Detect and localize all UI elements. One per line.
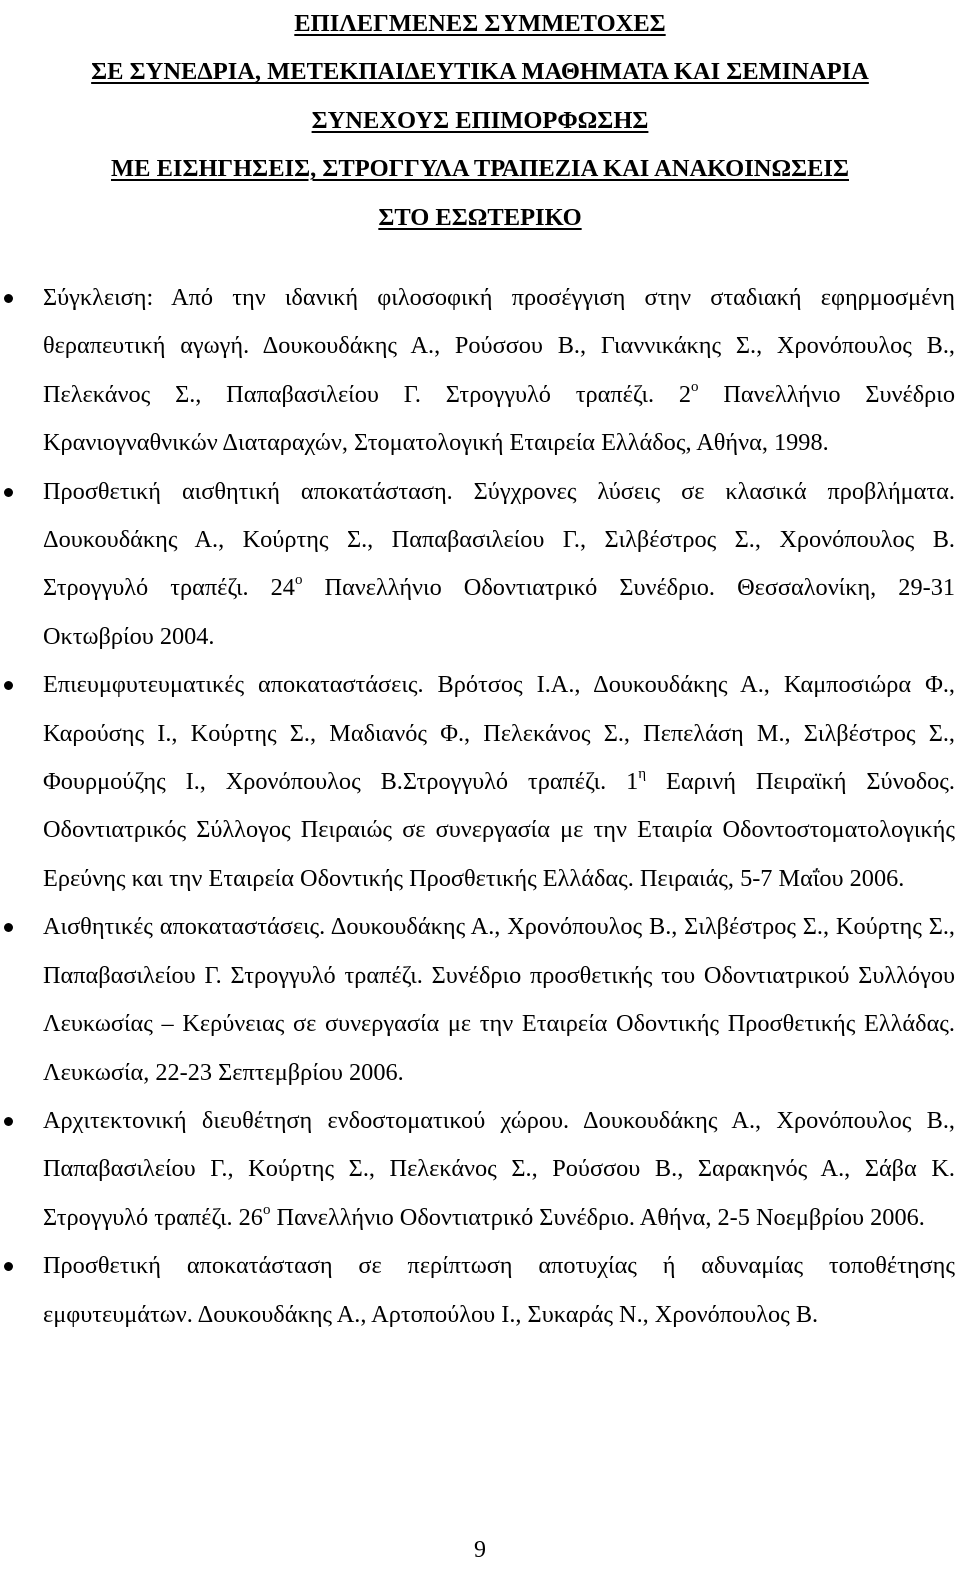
- bullet-icon: [4, 1262, 13, 1271]
- heading-line-4: ΜΕ ΕΙΣΗΓΗΣΕΙΣ, ΣΤΡΟΓΓΥΛΑ ΤΡΑΠΕΖΙΑ ΚΑΙ ΑΝΑΚΟΙΝΩΣΕΙΣ: [110, 155, 849, 183]
- bullet-icon: [4, 923, 13, 932]
- heading-line-1: ΕΠΙΛΕΓΜΕΝΕΣ ΣΥΜΜΕΤΟΧΕΣ: [294, 10, 666, 37]
- list-item: [0, 274, 960, 468]
- page-number: 9: [474, 1537, 486, 1563]
- section-heading: [0, 0, 960, 242]
- entry-text-continued: Πανελλήνιο Οδοντιατρικό Συνέδριο. Θεσσαλονίκη, 29-31 Οκτωβρίου 2004.: [43, 574, 955, 650]
- entry-text-continued: Πανελλήνιο Συνέδριο Κρανιογναθνικών Διαταραχών, Στοματολογική Εταιρεία Ελλάδος, Αθήνα, 1998.: [43, 380, 955, 457]
- entry-text-continued: Πανελλήνιο Οδοντιατρικό Συνέδριο. Αθήνα, 2-5 Νοεμβρίου 2006.: [270, 1203, 925, 1231]
- entry-text: Αρχιτεκτονική διευθέτηση ενδοστοματικού χώρου. Δουκουδάκης Α., Χρονόπουλος Β., Παπαβασιλείου Γ., Κούρτης Σ., Πελεκάνος Σ., Ρούσσου Β., Σαρακηνός Α., Σάβα Κ. Στρογγυλό τραπέζι. 26: [43, 1106, 955, 1231]
- heading-line-2: ΣΕ ΣΥΝΕΔΡΙΑ, ΜΕΤΕΚΠΑΙΔΕΥΤΙΚΑ ΜΑΘΗΜΑΤΑ ΚΑΙ ΣΕΜΙΝΑΡΙΑ: [91, 58, 869, 86]
- entry-superscript: ο: [294, 572, 303, 589]
- list-item: [0, 468, 960, 662]
- bullet-icon: [4, 488, 13, 497]
- list-item: [0, 661, 960, 903]
- heading-line-5: ΣΤΟ ΕΣΩΤΕΡΙΚΟ: [378, 203, 582, 231]
- bullet-icon: [4, 1117, 13, 1126]
- heading-line-3: ΣΥΝΕΧΟΥΣ ΕΠΙΜΟΡΦΩΣΗΣ: [311, 106, 649, 134]
- bullet-icon: [4, 294, 13, 303]
- entry-text: Σύγκλειση: Από την ιδανική φιλοσοφική προσέγγιση στην σταδιακή εφηρμοσμένη θεραπευτική αγωγή. Δουκουδάκης Α., Ρούσσου Β., Γιαννικάκης Σ., Χρονόπουλος Β., Πελεκάνος Σ., Παπαβασιλείου Γ. Στρογγυλό τραπέζι. 2: [43, 284, 955, 408]
- entry-text: Επιευμφυτευματικές αποκαταστάσεις. Βρότσος Ι.Α., Δουκουδάκης Α., Καμποσιώρα Φ., Καρούσης Ι., Κούρτης Σ., Μαδιανός Φ., Πελεκάνος Σ., Πεπελάση Μ., Σιλβέστρος Σ., Φουρμούζης Ι., Χρονόπουλος Β.Στρογγυλό τραπέζι. 1: [43, 671, 955, 796]
- entry-superscript: ο: [691, 378, 699, 395]
- entries-list: [0, 274, 960, 1339]
- entry-text-continued: Εαρινή Πειραϊκή Σύνοδος. Οδοντιατρικός Σύλλογος Πειραιώς σε συνεργασία με την Εταιρία Οδοντοστοματολογικής Ερεύνης και την Εταιρεία Οδοντικής Προσθετικής Ελλάδας. Πειραιάς, 5-7 Μαΐου 2006.: [43, 768, 955, 892]
- list-item: [0, 1242, 960, 1339]
- list-item: [0, 903, 960, 1097]
- entry-superscript: ο: [262, 1201, 271, 1218]
- entry-superscript: η: [638, 766, 647, 783]
- entry-text: Αισθητικές αποκαταστάσεις. Δουκουδάκης Α., Χρονόπουλος Β., Σιλβέστρος Σ., Κούρτης Σ., Παπαβασιλείου Γ. Στρογγυλό τραπέζι. Συνέδριο προσθετικής του Οδοντιατρικού Συλλόγου Λευκωσίας – Κερύνειας σε συνεργασία με την Εταιρεία Οδοντικής Προσθετικής Ελλάδας. Λευκωσία, 22-23 Σεπτεμβρίου 2006.: [43, 913, 955, 1086]
- bullet-icon: [4, 681, 13, 690]
- list-item: [0, 1097, 960, 1242]
- entry-text: Προσθετική αποκατάσταση σε περίπτωση αποτυχίας ή αδυναμίας τοποθέτησης εμφυτευμάτων. Δουκουδάκης Α., Αρτοπούλου Ι., Συκαράς Ν., Χρονόπουλος Β.: [43, 1252, 955, 1328]
- entry-text: Προσθετική αισθητική αποκατάσταση. Σύγχρονες λύσεις σε κλασικά προβλήματα. Δουκουδάκης Α., Κούρτης Σ., Παπαβασιλείου Γ., Σιλβέστρος Σ., Χρονόπουλος Β. Στρογγυλό τραπέζι. 24: [43, 477, 955, 602]
